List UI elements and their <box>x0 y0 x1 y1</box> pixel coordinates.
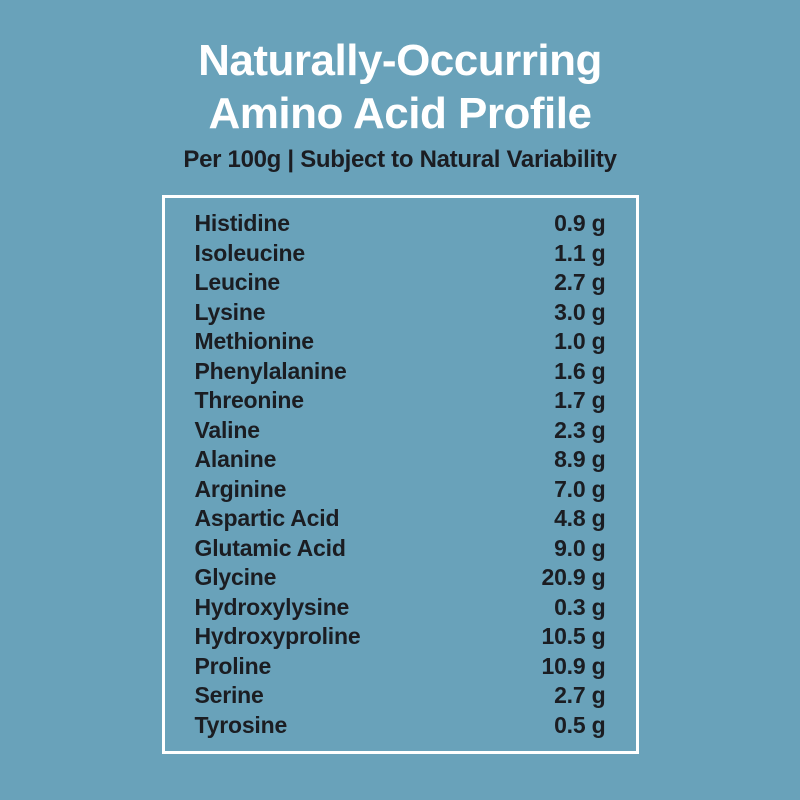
amino-acid-value: 1.1 g <box>554 239 606 266</box>
subtitle: Per 100g | Subject to Natural Variability <box>183 146 617 173</box>
table-row <box>195 652 606 682</box>
amino-acid-name: Arginine <box>194 475 287 502</box>
table-row <box>195 622 606 652</box>
amino-acid-value: 8.9 g <box>554 446 606 472</box>
header <box>0 0 800 175</box>
table-row <box>195 504 606 534</box>
table-row <box>195 239 606 269</box>
amino-acid-value: 4.8 g <box>554 505 606 531</box>
amino-acid-value: 20.9 g <box>541 564 606 590</box>
amino-acid-value: 1.6 g <box>554 357 606 384</box>
amino-acid-name: Valine <box>194 416 260 443</box>
table-row <box>195 534 606 564</box>
amino-acid-value: 0.3 g <box>554 593 606 620</box>
table-row <box>195 711 606 741</box>
amino-acid-value: 2.7 g <box>554 269 606 295</box>
page-title-line-2: Amino Acid Profile <box>208 89 592 138</box>
table-row <box>195 298 606 328</box>
table-row <box>195 593 606 623</box>
amino-acid-name: Threonine <box>194 387 304 413</box>
amino-acid-name: Lysine <box>194 298 266 325</box>
amino-acid-value: 2.3 g <box>554 416 606 443</box>
table-row <box>195 327 606 357</box>
table-row <box>195 268 606 298</box>
table-row <box>195 386 606 416</box>
table-row <box>195 416 606 446</box>
amino-acid-name: Alanine <box>194 446 277 472</box>
amino-acid-name: Hydroxyproline <box>194 623 361 649</box>
amino-acid-table <box>162 195 639 754</box>
amino-acid-name: Methionine <box>194 328 314 354</box>
amino-acid-name: Aspartic Acid <box>194 505 340 531</box>
amino-acid-value: 7.0 g <box>554 475 606 502</box>
amino-acid-name: Isoleucine <box>194 239 305 266</box>
amino-acid-value: 1.0 g <box>554 328 606 354</box>
amino-acid-name: Hydroxylysine <box>194 593 350 620</box>
amino-acid-value: 0.5 g <box>554 711 606 738</box>
page-title-line-1: Naturally-Occurring <box>198 36 602 85</box>
amino-acid-value: 1.7 g <box>554 387 606 413</box>
amino-acid-name: Serine <box>194 682 264 708</box>
table-row <box>195 563 606 593</box>
amino-acid-name: Proline <box>194 652 272 679</box>
amino-acid-value: 3.0 g <box>554 298 606 325</box>
amino-acid-value: 10.9 g <box>541 652 606 679</box>
amino-acid-value: 9.0 g <box>554 534 606 561</box>
table-row <box>195 445 606 475</box>
amino-acid-name: Phenylalanine <box>194 357 347 384</box>
amino-acid-name: Glutamic Acid <box>194 534 346 561</box>
amino-acid-name: Histidine <box>194 210 290 236</box>
table-row <box>195 681 606 711</box>
amino-acid-value: 10.5 g <box>541 623 606 649</box>
page-title <box>0 34 800 140</box>
amino-acid-value: 2.7 g <box>554 682 606 708</box>
amino-acid-name: Tyrosine <box>194 711 288 738</box>
table-row <box>195 209 606 239</box>
amino-acid-name: Leucine <box>194 269 281 295</box>
table-row <box>195 475 606 505</box>
table-row <box>195 357 606 387</box>
amino-acid-name: Glycine <box>194 564 277 590</box>
amino-acid-value: 0.9 g <box>554 210 606 236</box>
